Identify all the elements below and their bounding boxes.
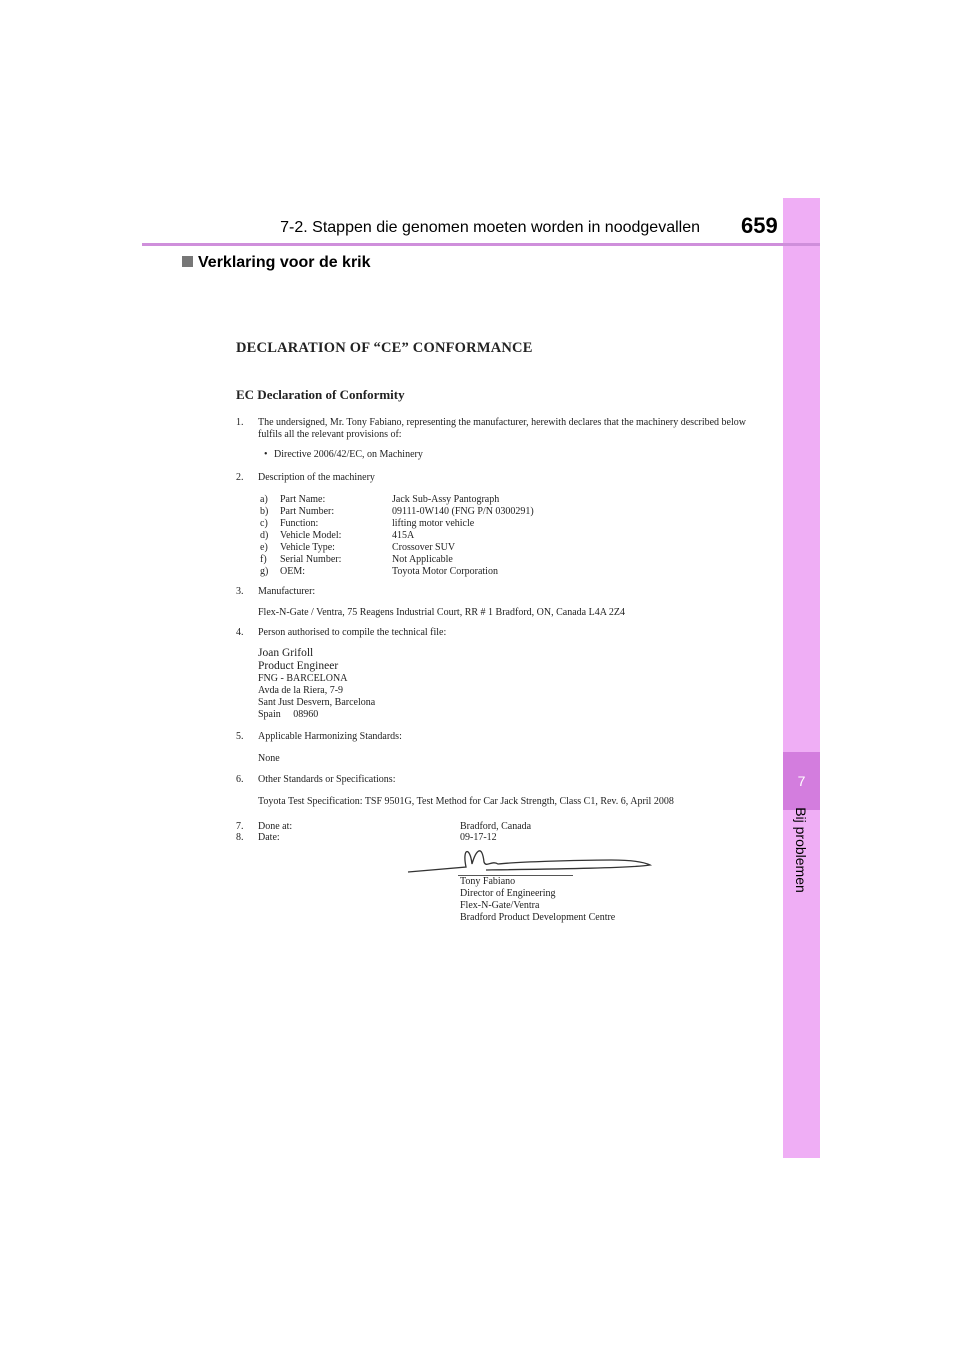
- machinery-label: Part Name:: [280, 494, 326, 505]
- person-address-line: Spain 08960: [258, 709, 319, 720]
- done-at-value: Bradford, Canada: [460, 821, 532, 832]
- machinery-value: Toyota Motor Corporation: [392, 566, 498, 577]
- signatory-line: Tony Fabiano: [460, 876, 516, 887]
- machinery-label: Serial Number:: [280, 554, 342, 565]
- item-text: Date:: [258, 832, 280, 843]
- page-number: 659: [741, 213, 778, 238]
- machinery-key: c): [260, 518, 268, 529]
- item-text: fulfils all the relevant provisions of:: [258, 429, 402, 440]
- date-value: 09-17-12: [460, 832, 497, 843]
- machinery-key: d): [260, 530, 269, 541]
- running-header-title: 7-2. Stappen die genomen moeten worden in noodgevallen: [280, 219, 700, 236]
- machinery-label: OEM:: [280, 566, 305, 577]
- item-number: 2.: [236, 472, 244, 483]
- item-text: Manufacturer:: [258, 586, 316, 597]
- square-bullet-icon: [182, 256, 193, 267]
- item-number: 7.: [236, 821, 244, 832]
- header-rule: [142, 243, 820, 246]
- machinery-value: Not Applicable: [392, 554, 453, 565]
- machinery-value: 09111-0W140 (FNG P/N 0300291): [392, 506, 534, 517]
- person-address-line: FNG - BARCELONA: [258, 673, 348, 684]
- manufacturer-address: Flex-N-Gate / Ventra, 75 Reagens Industrial Court, RR # 1 Bradford, ON, Canada L4A 2Z4: [258, 607, 625, 618]
- item-number: 1.: [236, 417, 244, 428]
- other-standards-value: Toyota Test Specification: TSF 9501G, Test Method for Car Jack Strength, Class C1, Rev. 6, April 2008: [258, 796, 674, 807]
- item-number: 4.: [236, 627, 244, 638]
- declaration-document: [226, 330, 766, 930]
- bullet-icon: •: [264, 449, 268, 460]
- machinery-key: a): [260, 494, 268, 505]
- item-text: Applicable Harmonizing Standards:: [258, 731, 402, 742]
- item-text: Done at:: [258, 821, 293, 832]
- person-name: Joan Grifoll: [258, 647, 314, 659]
- section-heading-text: Verklaring voor de krik: [198, 254, 371, 271]
- machinery-key: e): [260, 542, 268, 553]
- machinery-value: Crossover SUV: [392, 542, 456, 553]
- declaration-subtitle: EC Declaration of Conformity: [236, 387, 405, 402]
- chapter-label: Bij problemen: [793, 807, 809, 893]
- machinery-value: Jack Sub-Assy Pantograph: [392, 494, 500, 505]
- chapter-number-badge: 7: [783, 752, 820, 810]
- item-number: 8.: [236, 832, 244, 843]
- item-text: The undersigned, Mr. Tony Fabiano, representing the manufacturer, herewith declares that the machinery described below: [258, 417, 746, 428]
- person-role: Product Engineer: [258, 660, 339, 672]
- signature-image: [406, 838, 656, 878]
- person-address-line: Avda de la Riera, 7-9: [258, 685, 344, 696]
- machinery-key: f): [260, 554, 267, 565]
- machinery-key: g): [260, 566, 269, 577]
- machinery-label: Function:: [280, 518, 319, 529]
- machinery-label: Part Number:: [280, 506, 335, 517]
- item-number: 6.: [236, 774, 244, 785]
- item-number: 5.: [236, 731, 244, 742]
- section-heading: [182, 254, 371, 272]
- directive-text: Directive 2006/42/EC, on Machinery: [274, 449, 423, 460]
- standards-value: None: [258, 753, 280, 764]
- item-text: Person authorised to compile the technical file:: [258, 627, 447, 638]
- item-text: Description of the machinery: [258, 472, 375, 483]
- machinery-key: b): [260, 506, 269, 517]
- signatory-line: Director of Engineering: [460, 888, 556, 899]
- signatory-line: Flex-N-Gate/Ventra: [460, 900, 540, 911]
- signatory-line: Bradford Product Development Centre: [460, 912, 616, 923]
- item-number: 3.: [236, 586, 244, 597]
- machinery-value: lifting motor vehicle: [392, 518, 475, 529]
- machinery-label: Vehicle Type:: [280, 542, 335, 553]
- chapter-side-tab: [783, 198, 820, 1158]
- machinery-label: Vehicle Model:: [280, 530, 342, 541]
- declaration-title: DECLARATION OF “CE” CONFORMANCE: [236, 340, 533, 356]
- item-text: Other Standards or Specifications:: [258, 774, 396, 785]
- machinery-value: 415A: [392, 530, 415, 541]
- person-address-line: Sant Just Desvern, Barcelona: [258, 697, 376, 708]
